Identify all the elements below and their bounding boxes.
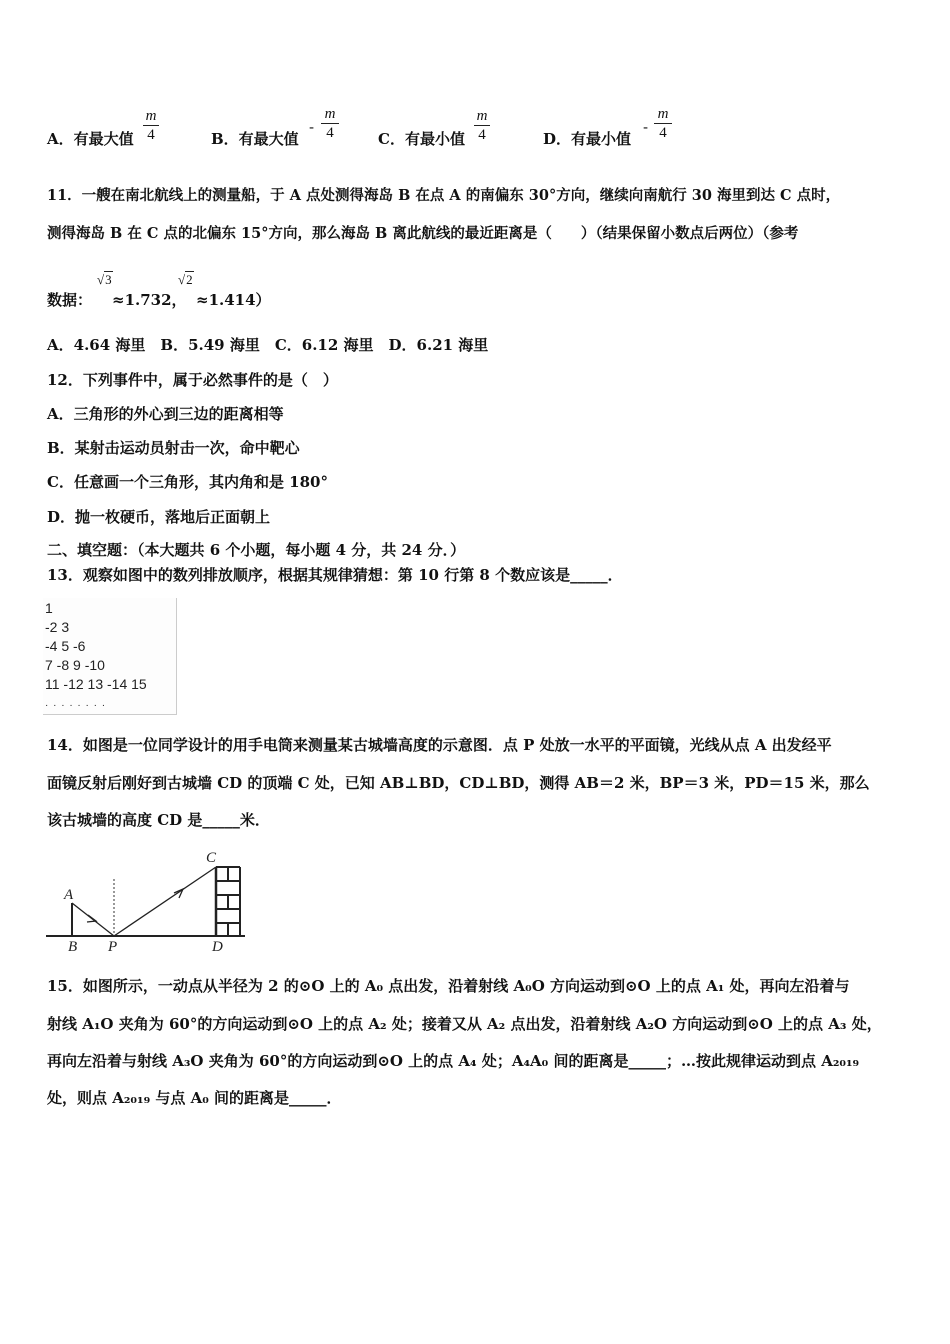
q15-line-1: 15．如图所示，一动点从半径为 2 的⊙O 上的 A₀ 点出发，沿着射线 A₀O 方向运动到⊙O 上的点 A₁ 处，再向左沿着与 [47, 977, 850, 995]
q11-data-prefix: 数据： [47, 291, 93, 309]
wall-bricks [216, 867, 240, 936]
section-2-heading: 二、填空题：（本大题共 6 个小题，每小题 4 分，共 24 分．） [47, 541, 466, 559]
q13-number-triangle [43, 598, 177, 715]
q13-row-4: 7 -8 9 -10 [45, 657, 105, 673]
q11-sqrt3: √3 [97, 272, 112, 287]
q10-option-d-fraction: m 4 [654, 106, 672, 141]
q12-option-d: D．抛一枚硬币，落地后正面朝上 [47, 508, 271, 526]
q15-line-3: 再向左沿着与射线 A₃O 夹角为 60°的方向运动到⊙O 上的点 A₄ 处；A₄A₀ 间的距离是_____；…按此规律运动到点 A₂₀₁₉ [47, 1052, 860, 1070]
q14-line-2: 面镜反射后刚好到古城墙 CD 的顶端 C 处，已知 AB⊥BD，CD⊥BD，测得 AB＝2 米，BP＝3 米，PD＝15 米，那么 [47, 774, 870, 792]
q10-option-d-label: D．有最小值 [543, 130, 632, 148]
q10-option-a-label: A．有最大值 [47, 130, 134, 148]
q11-sqrt2: √2 [178, 272, 193, 287]
q13-row-ellipsis: · · · · · · · · [45, 700, 107, 711]
q10-option-c-label: C．有最小值 [378, 130, 465, 148]
q14-line-3: 该古城墙的高度 CD 是_____米． [47, 811, 270, 829]
label-a: A [64, 887, 74, 903]
q10-option-b-fraction: m 4 [321, 106, 339, 141]
label-d: D [212, 939, 223, 955]
q10-option-b-sign: - [309, 118, 315, 136]
q13-row-3: -4 5 -6 [45, 638, 86, 654]
q11-line-1: 11．一艘在南北航线上的测量船，于 A 点处测得海岛 B 在点 A 的南偏东 30°方向，继续向南航行 30 海里到达 C 点时， [47, 187, 841, 204]
q15-line-4: 处，则点 A₂₀₁₉ 与点 A₀ 间的距离是_____． [47, 1089, 342, 1107]
q11-line-2: 测得海岛 B 在 C 点的北偏东 15°方向，那么海岛 B 离此航线的最近距离是（ ）（结果保留小数点后两位）（参考 [47, 225, 799, 242]
q11-options: A．4.64 海里 B．5.49 海里 C．6.12 海里 D．6.21 海里 [47, 336, 489, 354]
label-c: C [206, 850, 217, 866]
ray-pc [114, 867, 216, 936]
q15-line-2: 射线 A₁O 夹角为 60°的方向运动到⊙O 上的点 A₂ 处；接着又从 A₂ 点出发，沿着射线 A₂O 方向运动到⊙O 上的点 A₃ 处， [47, 1015, 882, 1033]
q10-option-d-sign: - [643, 118, 649, 136]
q13-row-5: 11 -12 13 -14 15 [45, 676, 147, 692]
q10-option-c-fraction: m 4 [474, 108, 490, 143]
q13-row-2: -2 3 [45, 619, 70, 635]
q13-row-1: 1 [45, 600, 53, 616]
q14-line-1: 14．如图是一位同学设计的用手电筒来测量某古城墙高度的示意图．点 P 处放一水平的平面镜，光线从点 A 出发经平 [47, 736, 832, 754]
label-b: B [68, 939, 78, 955]
q10-option-a-fraction: m 4 [143, 108, 159, 143]
q11-approx3: ≈1.732， [112, 291, 187, 309]
q12-option-a: A．三角形的外心到三边的距离相等 [47, 405, 284, 423]
q13-stem: 13．观察如图中的数列排放顺序，根据其规律猜想：第 10 行第 8 个数应该是_____． [47, 566, 623, 584]
q10-option-b-label: B．有最大值 [211, 130, 299, 148]
q12-option-b: B．某射击运动员射击一次，命中靶心 [47, 439, 300, 457]
q11-approx2: ≈1.414） [196, 291, 271, 309]
q12-stem: 12．下列事件中，属于必然事件的是（ ） [47, 371, 338, 389]
q14-mirror-diagram [40, 845, 250, 957]
q12-option-c: C．任意画一个三角形，其内角和是 180° [47, 473, 328, 491]
label-p: P [108, 939, 118, 955]
